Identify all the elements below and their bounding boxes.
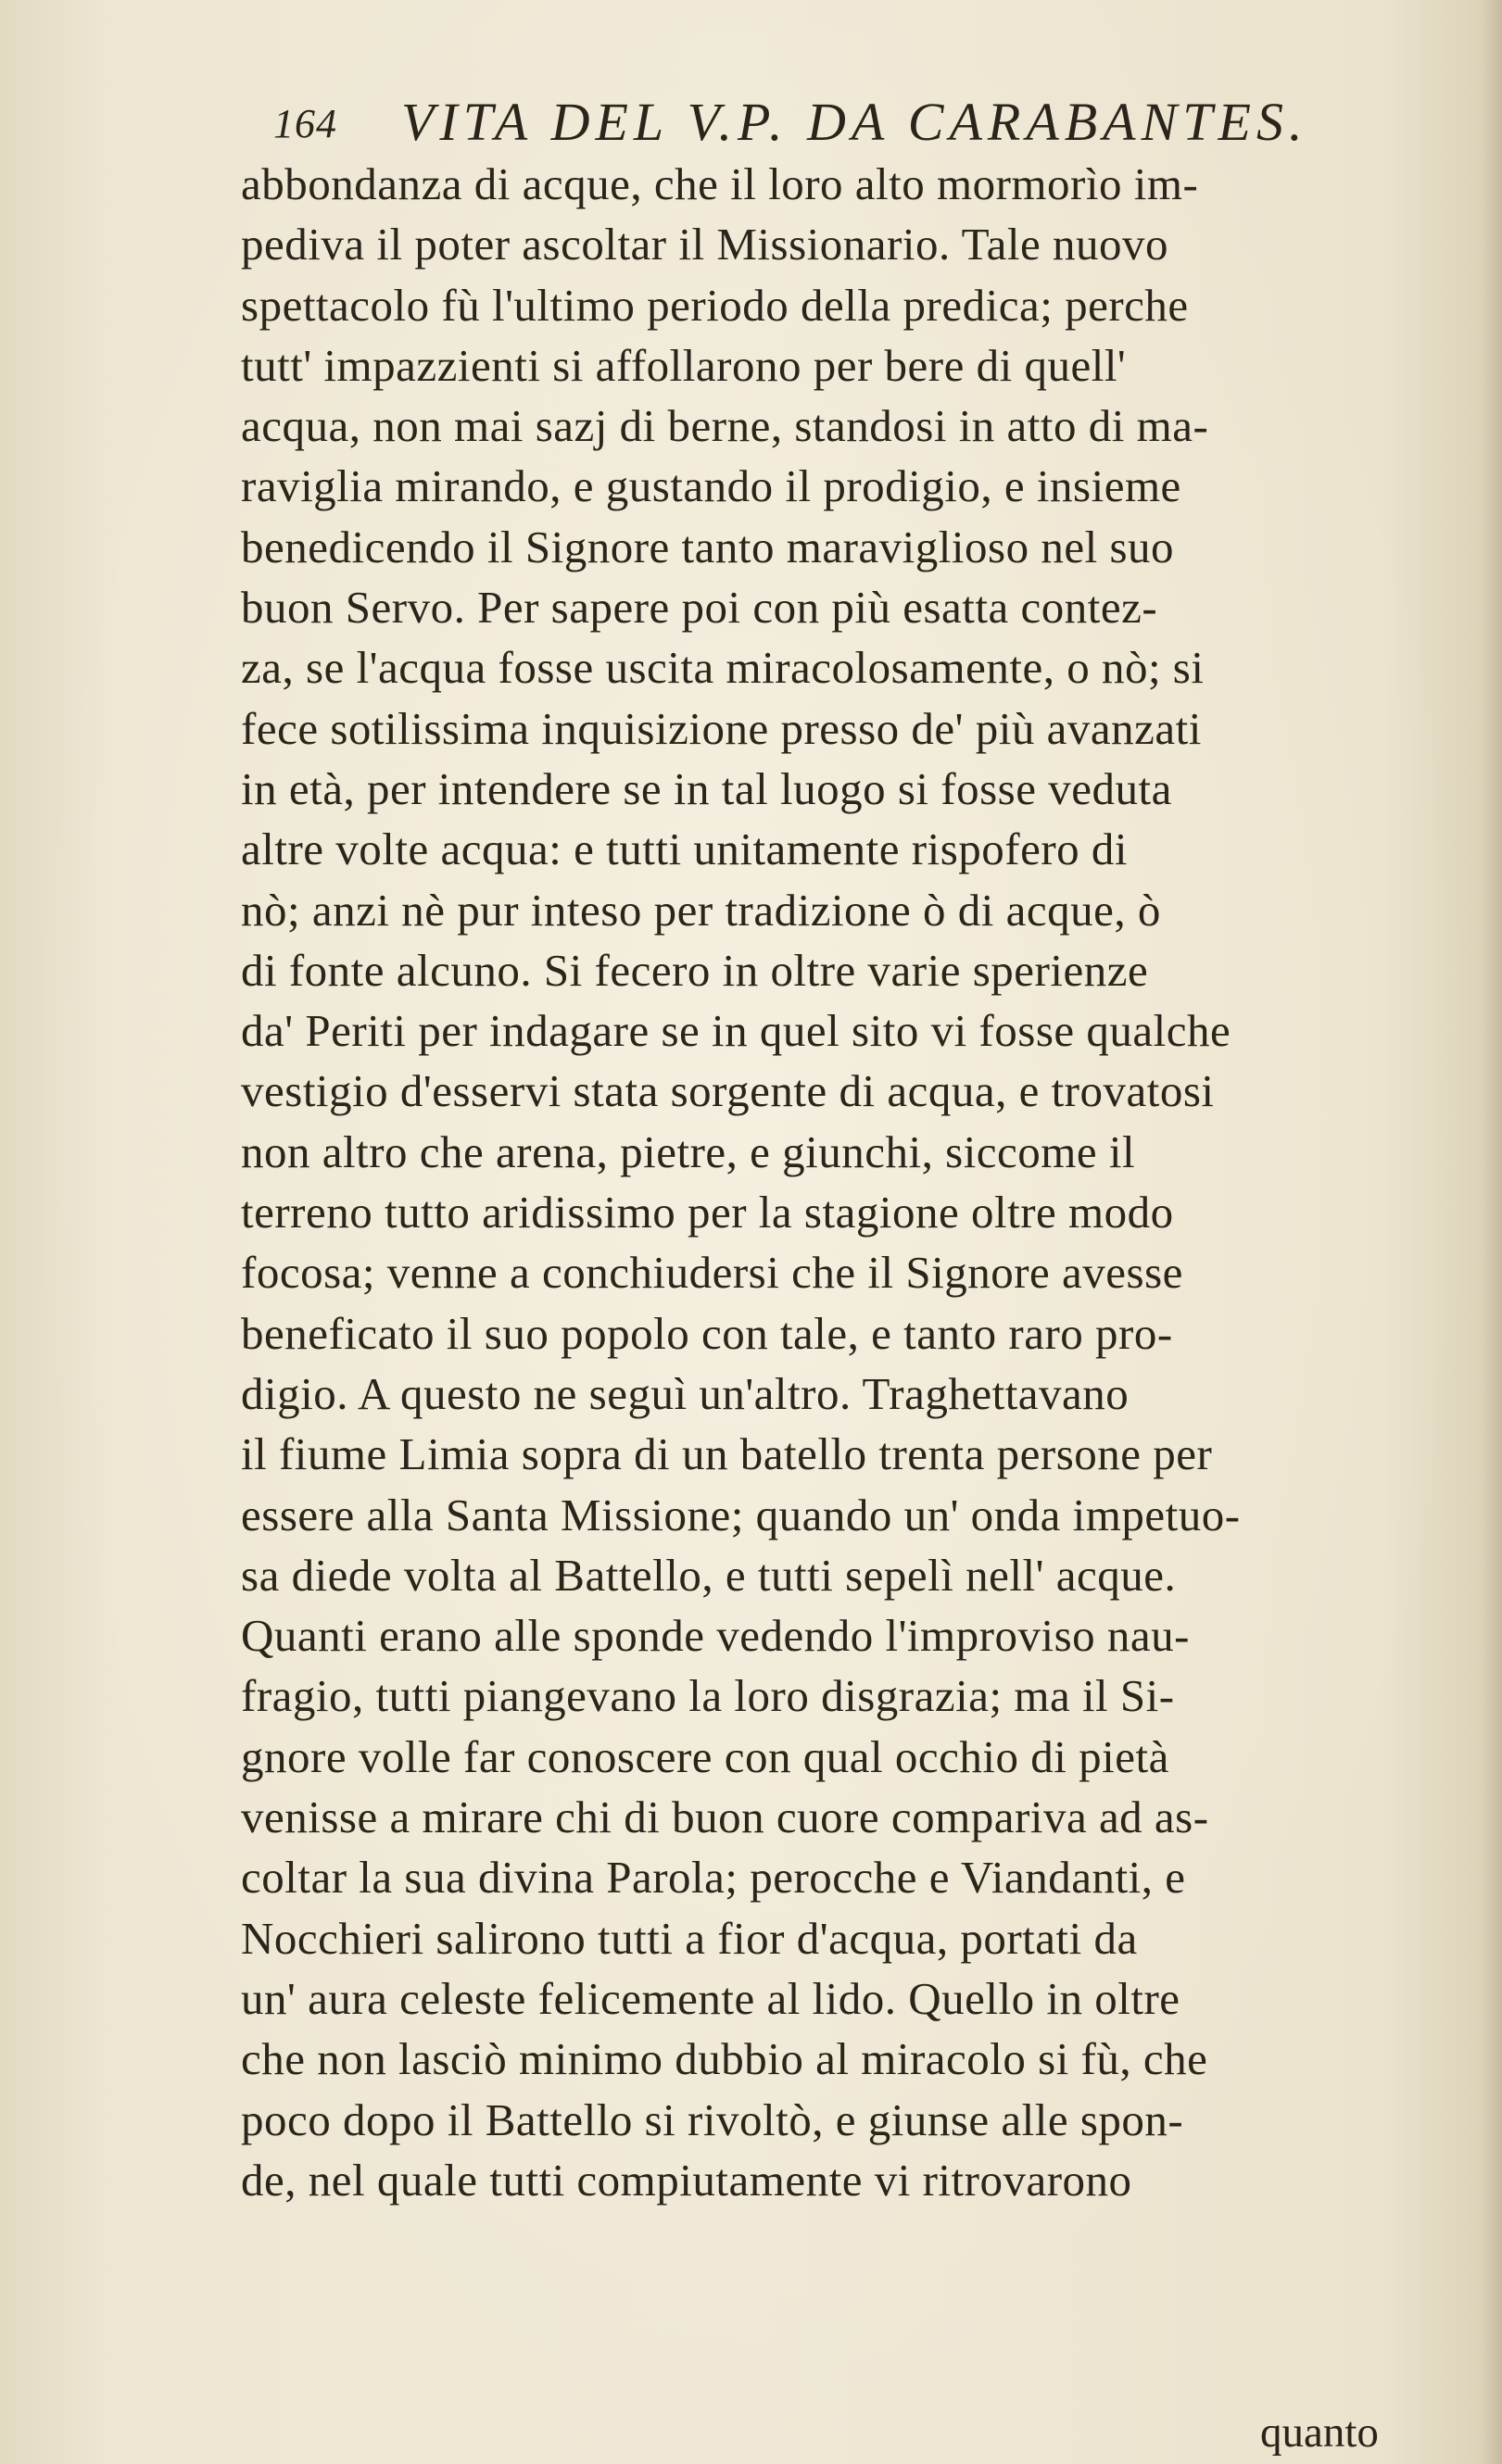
- text-line: Quanti erano alle sponde vedendo l'improviso nau-: [241, 1610, 1190, 1662]
- text-line: de, nel quale tutti compiutamente vi ritrovarono: [241, 2154, 1132, 2206]
- text-line: altre volte acqua: e tutti unitamente rispofero di: [241, 823, 1129, 875]
- text-line: il fiume Limia sopra di un batello trenta persone per: [241, 1428, 1213, 1480]
- text-line: vestigio d'esservi stata sorgente di acqua, e trovatosi: [241, 1065, 1215, 1117]
- text-line: coltar la sua divina Parola; perocche e Viandanti, e: [241, 1852, 1186, 1904]
- text-line: fece sotilissima inquisizione presso de' più avanzati: [241, 702, 1202, 754]
- text-line: in età, per intendere se in tal luogo si fosse veduta: [241, 762, 1172, 814]
- text-line: abbondanza di acque, che il loro alto mormorìo im-: [241, 158, 1199, 209]
- catchword: quanto: [1260, 2408, 1379, 2457]
- text-line: za, se l'acqua fosse uscita miracolosamente, o nò; si: [241, 642, 1205, 694]
- text-line: digio. A questo ne seguì un'altro. Traghettavano: [241, 1367, 1130, 1419]
- text-line: acqua, non mai sazj di berne, standosi in atto di ma-: [241, 400, 1209, 452]
- text-line: nò; anzi nè pur inteso per tradizione ò di acque, ò: [241, 884, 1161, 936]
- text-line: beneficato il suo popolo con tale, e tanto raro pro-: [241, 1307, 1173, 1359]
- text-line: Nocchieri salirono tutti a fior d'acqua, portati da: [241, 1912, 1138, 1964]
- text-line: pediva il poter ascoltar il Missionario. Tale nuovo: [241, 219, 1168, 270]
- text-line: essere alla Santa Missione; quando un' onda impetuo-: [241, 1489, 1241, 1540]
- text-line: raviglia mirando, e gustando il prodigio, e insieme: [241, 460, 1181, 512]
- text-line: da' Periti per indagare se in quel sito vi fosse qualche: [241, 1005, 1231, 1057]
- text-line: che non lasciò minimo dubbio al miracolo si fù, che: [241, 2033, 1208, 2085]
- text-line: non altro che arena, pietre, e giunchi, siccome il: [241, 1125, 1136, 1177]
- text-line: di fonte alcuno. Si fecero in oltre varie sperienze: [241, 944, 1149, 996]
- text-line: tutt' impazzienti si affollarono per bere di quell': [241, 339, 1127, 391]
- text-line: fragio, tutti piangevano la loro disgrazia; ma il Si-: [241, 1670, 1175, 1722]
- text-line: un' aura celeste felicemente al lido. Quello in oltre: [241, 1972, 1180, 2024]
- text-line: buon Servo. Per sapere poi con più esatta contez-: [241, 582, 1158, 634]
- text-line: venisse a mirare chi di buon cuore compariva ad as-: [241, 1791, 1209, 1843]
- text-line: benedicendo il Signore tanto maraviglioso nel suo: [241, 521, 1175, 572]
- text-line: sa diede volta al Battello, e tutti sepelì nell' acque.: [241, 1549, 1177, 1601]
- text-line: gnore volle far conoscere con qual occhio di pietà: [241, 1730, 1169, 1782]
- page-number: 164: [273, 101, 337, 146]
- text-line: poco dopo il Battello si rivoltò, e giunse alle spon-: [241, 2093, 1184, 2145]
- text-line: spettacolo fù l'ultimo periodo della predica; perche: [241, 279, 1189, 331]
- text-line: focosa; venne a conchiudersi che il Signore avesse: [241, 1247, 1183, 1299]
- body-text: [241, 154, 1501, 2210]
- running-head: VITA DEL V.P. DA CARABANTES.: [401, 92, 1308, 152]
- page-header: [273, 93, 1502, 157]
- text-line: terreno tutto aridissimo per la stagione oltre modo: [241, 1187, 1174, 1238]
